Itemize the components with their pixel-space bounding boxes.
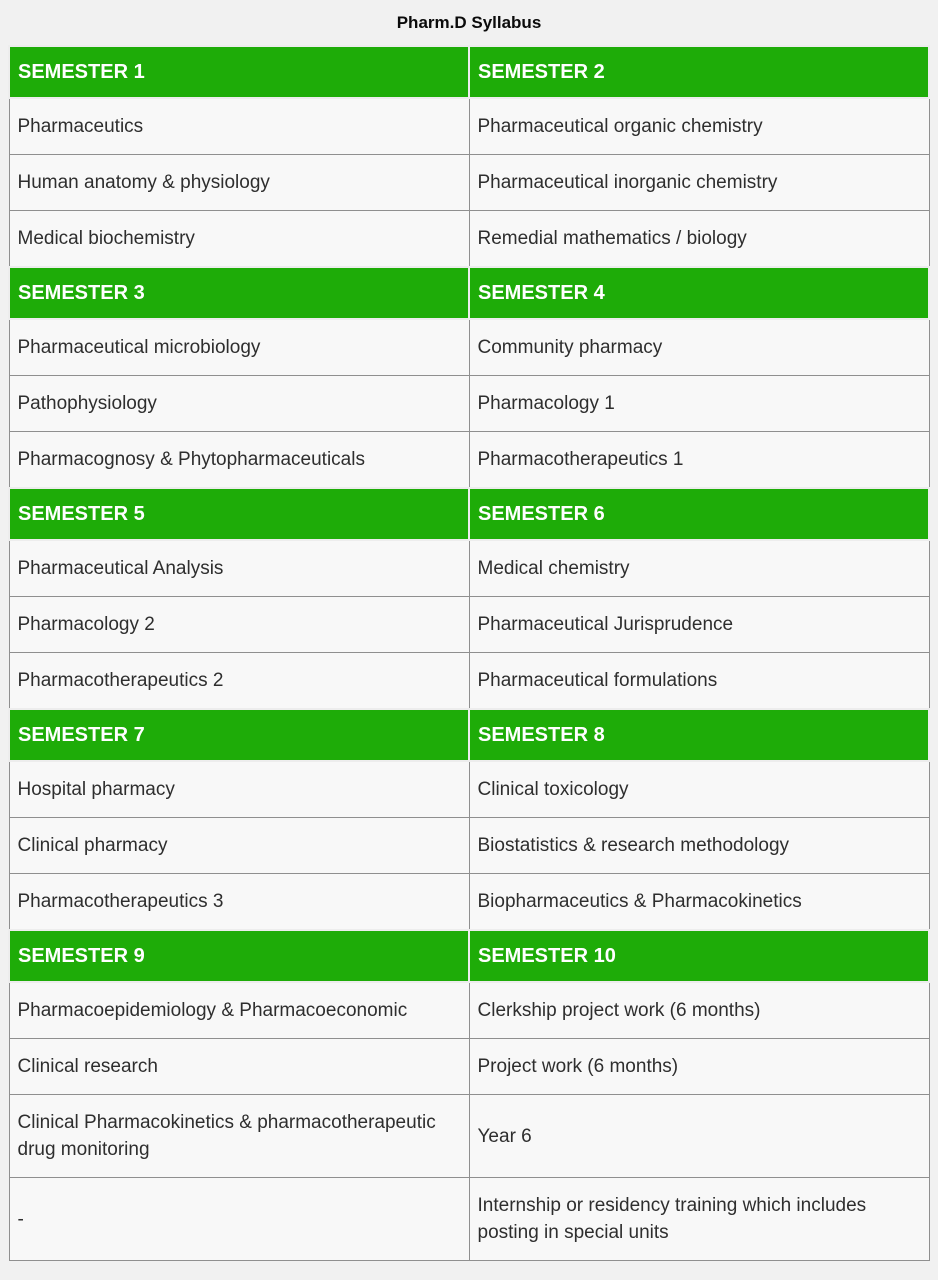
course-cell: Pharmacoepidemiology & Pharmacoeconomic: [9, 982, 469, 1039]
table-row: [9, 761, 929, 818]
table-row: [9, 98, 929, 155]
page-title: Pharm.D Syllabus: [396, 13, 542, 32]
course-cell: Biostatistics & research methodology: [469, 818, 929, 874]
syllabus-table: [8, 45, 930, 1261]
table-row: [9, 1039, 929, 1095]
semester-header-row: [9, 267, 929, 319]
course-cell: Medical chemistry: [469, 540, 929, 597]
semester-header: SEMESTER 7: [9, 709, 469, 761]
course-cell: Pharmaceutical inorganic chemistry: [469, 155, 929, 211]
course-cell: Year 6: [469, 1095, 929, 1178]
course-cell: -: [9, 1178, 469, 1261]
course-cell: Pharmacognosy & Phytopharmaceuticals: [9, 432, 469, 489]
course-cell: Pharmacology 1: [469, 376, 929, 432]
course-cell: Hospital pharmacy: [9, 761, 469, 818]
course-cell: Pharmaceutical organic chemistry: [469, 98, 929, 155]
course-cell: Clerkship project work (6 months): [469, 982, 929, 1039]
course-cell: Clinical research: [9, 1039, 469, 1095]
table-row: [9, 874, 929, 931]
course-cell: Pharmacotherapeutics 2: [9, 653, 469, 710]
table-row: [9, 818, 929, 874]
semester-header: SEMESTER 10: [469, 930, 929, 982]
syllabus-table-body: [9, 46, 929, 1261]
course-cell: Pharmacotherapeutics 3: [9, 874, 469, 931]
semester-header: SEMESTER 5: [9, 488, 469, 540]
course-cell: Pharmacology 2: [9, 597, 469, 653]
semester-header: SEMESTER 4: [469, 267, 929, 319]
course-cell: Pathophysiology: [9, 376, 469, 432]
course-cell: Remedial mathematics / biology: [469, 211, 929, 268]
table-row: [9, 597, 929, 653]
course-cell: Medical biochemistry: [9, 211, 469, 268]
course-cell: Clinical Pharmacokinetics & pharmacotherapeutic drug monitoring: [9, 1095, 469, 1178]
table-row: [9, 1095, 929, 1178]
table-row: [9, 376, 929, 432]
table-row: [9, 432, 929, 489]
semester-header-row: [9, 930, 929, 982]
semester-header: SEMESTER 3: [9, 267, 469, 319]
course-cell: Pharmaceutical microbiology: [9, 319, 469, 376]
course-cell: Pharmacotherapeutics 1: [469, 432, 929, 489]
course-cell: Pharmaceutics: [9, 98, 469, 155]
table-row: [9, 653, 929, 710]
semester-header: SEMESTER 2: [469, 46, 929, 98]
semester-header-row: [9, 709, 929, 761]
semester-header: SEMESTER 8: [469, 709, 929, 761]
table-row: [9, 155, 929, 211]
semester-header: SEMESTER 1: [9, 46, 469, 98]
semester-header: SEMESTER 9: [9, 930, 469, 982]
table-row: [9, 1178, 929, 1261]
course-cell: Community pharmacy: [469, 319, 929, 376]
course-cell: Internship or residency training which includes posting in special units: [469, 1178, 929, 1261]
table-row: [9, 319, 929, 376]
table-row: [9, 982, 929, 1039]
course-cell: Pharmaceutical Analysis: [9, 540, 469, 597]
course-cell: Pharmaceutical formulations: [469, 653, 929, 710]
semester-header: SEMESTER 6: [469, 488, 929, 540]
table-row: [9, 211, 929, 268]
course-cell: Project work (6 months): [469, 1039, 929, 1095]
course-cell: Pharmaceutical Jurisprudence: [469, 597, 929, 653]
table-row: [9, 540, 929, 597]
course-cell: Clinical toxicology: [469, 761, 929, 818]
semester-header-row: [9, 488, 929, 540]
semester-header-row: [9, 46, 929, 98]
course-cell: Clinical pharmacy: [9, 818, 469, 874]
course-cell: Human anatomy & physiology: [9, 155, 469, 211]
course-cell: Biopharmaceutics & Pharmacokinetics: [469, 874, 929, 931]
